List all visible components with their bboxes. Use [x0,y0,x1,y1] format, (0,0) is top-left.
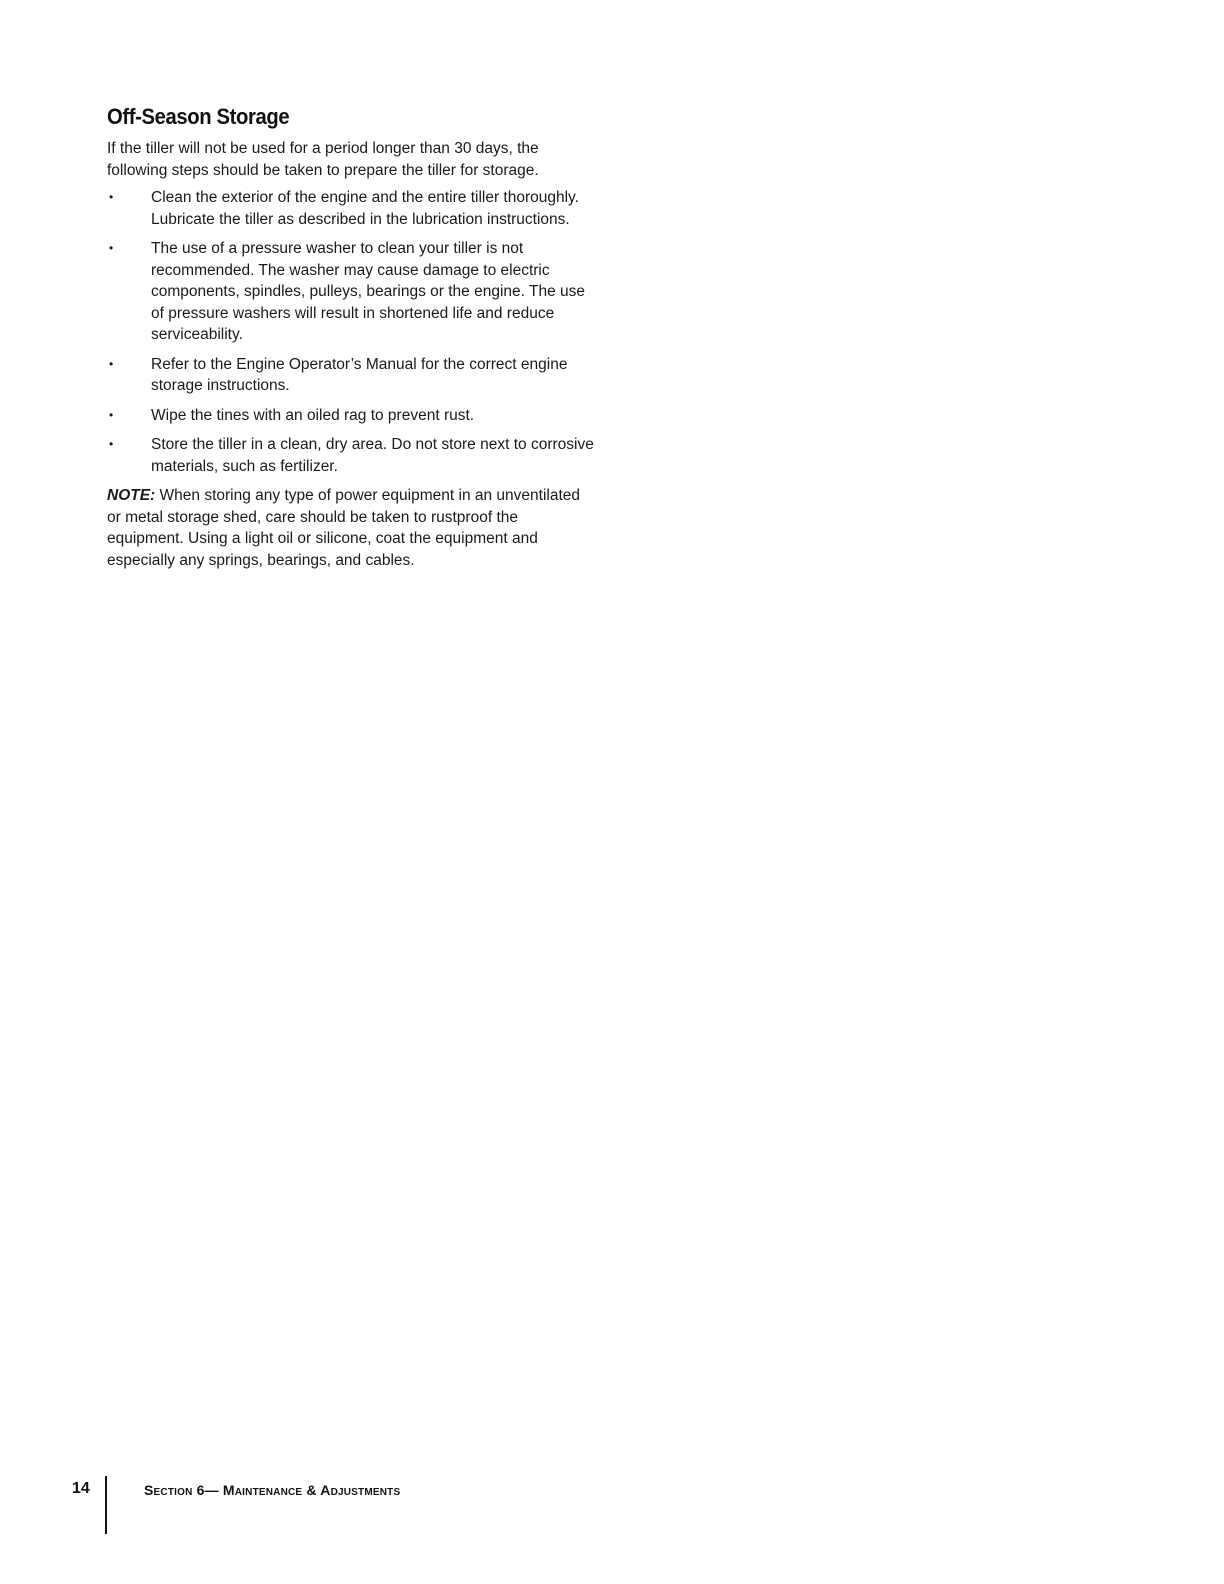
bullet-icon: • [109,437,114,451]
list-item-text: The use of a pressure washer to clean your tiller is not recommended. The washer may cause damage to electric components, spindles, pulleys, bearings or the engine. The use of pressure washers will result in shortened life and reduce serviceability. [151,240,585,343]
note-paragraph [107,485,597,571]
intro-paragraph: If the tiller will not be used for a period longer than 30 days, the following steps should be taken to prepare the tiller for storage. [107,140,539,179]
page-footer [72,1476,572,1536]
list-item [107,354,597,397]
footer-section-title: Section 6— Maintenance & Adjustments [144,1482,401,1498]
section-heading: Off-Season Storage [107,104,290,129]
list-item [107,434,597,477]
list-item-text: Store the tiller in a clean, dry area. Do not store next to corrosive materials, such as fertilizer. [151,436,594,475]
list-item [107,405,597,427]
page-number: 14 [72,1480,90,1497]
footer-divider [105,1476,107,1534]
bullet-icon: • [109,190,114,204]
bullet-icon: • [109,407,114,422]
note-label: NOTE: [107,487,156,504]
main-content [107,104,597,577]
bullet-icon: • [109,356,114,371]
storage-steps-list [107,187,597,477]
note-text: When storing any type of power equipment in an unventilated or metal storage shed, care should be taken to rustproof the equipment. Using a light oil or silicone, coat the equipment and especially any springs, bearings, and cables. [107,487,581,569]
list-item [107,238,597,346]
list-item-text: Refer to the Engine Operator’s Manual for the correct engine storage instructions. [151,355,568,394]
list-item [107,187,597,230]
list-item-text: Clean the exterior of the engine and the entire tiller thoroughly. Lubricate the tiller as described in the lubrication instructions. [151,189,579,228]
list-item-text: Wipe the tines with an oiled rag to prevent rust. [151,406,475,424]
bullet-icon: • [109,241,114,255]
